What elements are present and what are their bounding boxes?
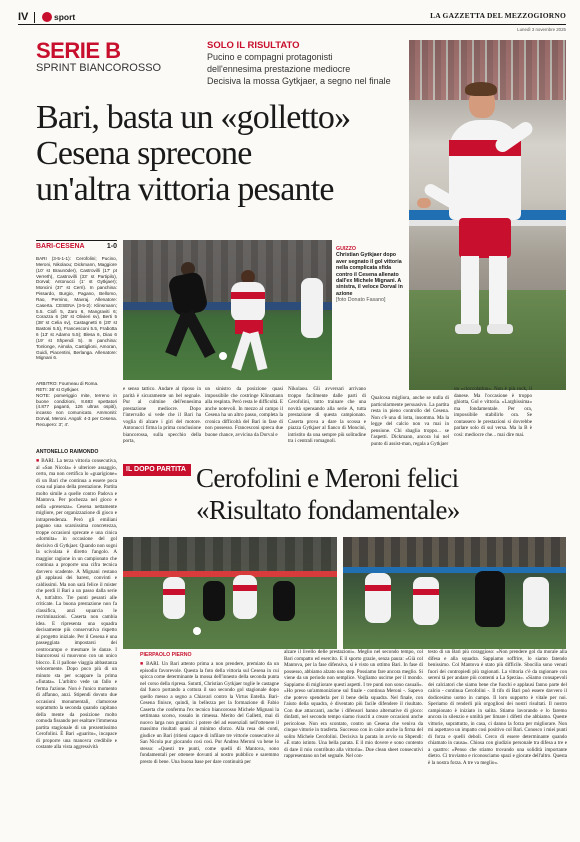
lineups-text: BARI (3-5-1-1): Cerofolini; Pucino, Meroni, Nikolaou; Dickmann, Maggiore (10' st Braunöder), Castrovilli (17' pt Verreth), Castrovilli (33' st Partipilo), Dorval; Antonucci (1' st Gytkjaer); Moncini (37' st Cerri). In panchina: Pissardo, Burgio, Pagano, Bellomo, Rao, Pernino, Mavraj. Allenatore: Caserta. CESENA (3-5-2): Klinsmann; 5.5. Ciofi 5, Zaro 6, Mangraviti 6; Corazza 6 (36' st Olivieri sv), Berti 5 (38' st Celia sv), Castagnetti 6 (20' st Bastoni 5.5), Francesconi 5.5, Frabotta 6 (13' st Adamo 5.5); Blesa 6, Diao 6 (19' st Shpendi 5). In panchina: Tonlonge, Aimola, Castiglioni, Amoran, Guidi, Piacentini, Berlanga. Allenatore: Mignani 6. bbox=[36, 256, 117, 361]
kicker bbox=[207, 40, 407, 87]
kicker-title: SOLO IL RISULTATO bbox=[207, 40, 300, 51]
gytkjaer-celebration-photo bbox=[409, 40, 566, 390]
newspaper-name: LA GAZZETTA DEL MEZZOGIORNO bbox=[430, 11, 566, 20]
sport-logo-icon bbox=[42, 12, 52, 22]
page-number: IV bbox=[18, 11, 29, 23]
article1-col2: e senso tattico. Andare al riposo in parità è sicuramente un bel segnale. Pur al culmine dell'ennesima prestazione mediocre. Dopo l'intervallo si vede che il Bari ha voglia di alzare i giri del motore. Antonucci firma la prima conclusione biancorossa, sulla specchio della porta, bbox=[123, 386, 201, 444]
photo-caption bbox=[336, 246, 406, 304]
section2-title-line: «Risultato fondamentale» bbox=[196, 495, 460, 525]
dorval-action-photo bbox=[123, 240, 332, 380]
article2-col2: alzare il livello delle prestazioni». Meglio nel secondo tempo, col Bari compatto ed esercito. E il sporto grazie, senza paura: «Già col Mantova, per la fase difensiva, si è visto un ottimo Bari. In fase di possesso, abbiamo alzato uno step. Possiamo fare ancora meglio. Si viene da un periodo non semplice. Vogliamo uscirne per il mondo. Sappiamo di migliorare questi aspetti. I tre punti non sono casuali». «Ho preso un'ammonizione sul finale - continua Meroni -. Sapevo che potevo spenderla per il bene della squadra. Nel finale, con l'aiuto della squadra, è diventato più facile difendere il risultato. Con due attaccanti, anche i difensori hanno alternative di gioco: dinfatti, nel secondo tempo siamo riusciti a creare occasioni anche pericolose. Non era scontato, contro un Cesena che veniva da cinque vittorie in trasferta. Successo con in calce anche la firma del solito Michele Cerofolini. Decisiva la parata in avvio su Shpendi: «È stato istinto. Una bella parata. E il mio dovere e sono contento di dare il mio contributo alla vittoria». Due clean sheet consecutivi rappresentano un bel segnale. Nel con- bbox=[284, 649, 423, 759]
bullet-icon: ■ bbox=[140, 661, 147, 667]
referee-text: ARBITRO: Fourneau di Roma. bbox=[36, 381, 99, 386]
article1-col1 bbox=[36, 458, 117, 838]
section2-title bbox=[196, 462, 566, 526]
article1-col4: Nikolaou. Gli avversari arrivano troppo facilmente dalle parti di Cerofolini, tutto trainare che una novità spensando alla serie A, tutta prestazione di questa campionato. Caserta prova a dare la scossa e piazza Gytkjaer al fianco di Moncini, intristito da una sempre più solitudine tra i centrali romagnoli. bbox=[288, 386, 366, 444]
scoreboard-box bbox=[36, 240, 117, 442]
headline-line: Cesena sprecone bbox=[36, 135, 252, 172]
section2-title-line: Cerofolini e Meroni felici bbox=[196, 463, 459, 493]
issue-date-visible: Lunedì 3 novembre 2025 bbox=[517, 27, 566, 32]
headline-line: Bari, basta un «golletto» bbox=[36, 99, 351, 136]
byline-1: ANTONELLO RAIMONDO bbox=[36, 449, 99, 455]
kicker-line: Decisiva la mossa Gytkjaer, a segno nel finale bbox=[207, 76, 391, 86]
match-action-photo-right bbox=[343, 537, 566, 649]
kicker-line: dell'ennesima prestazione mediocre bbox=[207, 64, 351, 74]
section-sub: SPRINT BIANCOROSSO bbox=[36, 62, 162, 74]
caption-text: Christian Gytkjaer dopo aver segnato il gol vittoria nella complicata sfida contro il Cesena allenato dall'ex Michele Mignani. A sinistra, il veloce Dorval in azione bbox=[336, 252, 403, 297]
notes-text: NOTE: pomeriggio mite, terreno in buone condizioni, 8.683 spettatori (4.877 paganti, 126 ultras ospiti), incasso non comunicato. Ammoniti: Dorval, Meroni. Angoli: 4-3 per Cesena. Recupero: 3'; 4'. bbox=[36, 392, 117, 427]
caption-credit: [foto Donato Fasano] bbox=[336, 297, 386, 304]
goals-text: RETI: 36' st Gytkjaer. bbox=[36, 386, 80, 392]
kicker-line: Pucino e compagni protagonisti bbox=[207, 52, 333, 62]
section-league: SERIE B bbox=[36, 38, 121, 63]
article1-text: BARI. La terza vittoria consecutiva, al «San Nicola» è ulteriore assaggio, certo, ma non certifica lo «guarigione» di un Bari che continua a essere poca cosa sul piano della prestazione. Partita molto simile a quelle contro Padova e Mantova. Per pochezza nel gioco e nella «presenza». Cesena nettamente migliore, per organizzazione di gioco e intraprendenza. Però gli emiliani pagano una scarsissima concretezza, troppe occasioni sprecate e una cinica «dormita» in occasione del gol decisivo di Gytkjaer. Quando non sogni la scivolata è diretto l'angolo. A maggior ragione in un campionato che continua a proporre una cifra tecnica davvero scadente. A Mignani restano gli applausi dei barest, convinti e caldissimi. Ma non sarà felice il mister che perdi il Bari a un passo dalla serie A, tutt'altro. Tre punti pesanti alle criticate. La buona prestazione non fa classifica, anzi squarcia le recriminazioni. Caserta non cambia idea. E ripresenta una squadra decisamente più conservativa rispetto al progetto iniziale. Per il Cesena è una passeggiata impostarsi dei centrocampo e mesmare le danze. I biancorossi si muovono con un unico blocco. E il pallone viaggia abbastanza velocemente. Dopo poco più di un minuto sta per scappare la prima «fiutata». L'arbitro vede un fallo e ferma l'azione. Non è l'unico momento di affanno, anzi. Stipendi dovuto due occasioni monumentali, clamorose soprattutto la seconda quando capitano della mente da posizione molto comoda fissando per esaltare l'immensa partita stagionale di un prezentissimo Cerofolini. È Bari «guarito», incapace di proporre una manovra credibile e costante alla vista aggressività bbox=[36, 458, 117, 750]
final-score: 1-0 bbox=[106, 243, 117, 250]
header-bar bbox=[18, 11, 566, 25]
byline-2: PIERPAOLO PIERNO bbox=[140, 652, 192, 658]
article2-col1 bbox=[140, 661, 279, 838]
article1-col5: Qualcosa migliora, anche se nulla di particolarmente persuasivo. La partita resta in pieno controllo del Cesena. Non c'è una di lotta, insomma. Ma la legge del calcio non va mai in pensione. Chi sbaglia troppo... se l'aspetti. Dickmann, ancora lui nel punto di assist-man, regala a Gytkjaer bbox=[371, 395, 449, 447]
article1-col6: un «cioccolatino». Non è più rock, il danese. Ma l'occasione è troppo ghiotta, Gol e vittoria. «Larghissima» ma fondamentale. Per ora, impossibile stabilirlo ora. Se contassero le prestazioni si dovrebbe parlare solo di sul versa. Ma la B è così: mediocre che... mai dire mai. bbox=[454, 386, 532, 438]
separator-bar bbox=[34, 12, 35, 23]
brand-label: sport bbox=[54, 12, 76, 22]
scoreboard-title: BARI-CESENA bbox=[36, 243, 85, 250]
match-action-photo-left bbox=[123, 537, 337, 649]
article2-text: BARI. Un Bari attento prima a non prendere, premiato da un episodio favorevole. Questa la foto della vittoria sul Cesena in cui spicca come determinante la mossa dell'innesto della seconda punta nel corso della ripresa. Sututti, Christian Gytkjaer toglie le castagne dal fuoco portando a cottura il suo secondo gol stagionale dopo quello messo a segno a Chiavari contro la Virtus Entella. Bari-Cesena finisce, quindi, in bellezza per la formazione di Fabio Caserta che conferma l'ex tecnico biancorosso Michele Mignani la settimana scorso, rossalo in rimessa. Merito del Galletti, mai di nuovo larga non guarnira: i potere del ad essenziali nell'ottenere il massimo risultati quasi al minimo sforzo. Alla resa dei conti, giudice un Bari (ritieni capace di infilare tre vittorie consecutive al San Nicola pur giocando così così. Pur Andrea Meroni va bene lo stesso: «Questi tre punti, come quelli di Mantova, sono fondamentali per ottenere dovunti al nostro pubblico e saremmo presto di bene. Una buona base per dare continuità per bbox=[140, 661, 279, 765]
headline bbox=[36, 100, 406, 208]
section2-label: IL DOPO PARTITA bbox=[123, 464, 191, 476]
headline-line: un'altra vittoria pesante bbox=[36, 171, 334, 208]
article1-col3: un sinistro da posizione quasi impossibile che costringe Klinsmann alla respinta. Però resta le difficoltà. E anche notevoli. In mezzo al campo il Cesena ha un altro passo, completa la cronica difficoltà del Bari in fase di non possesso. Francesconi spreca due buone chance, avvicina da Dorval e bbox=[205, 386, 283, 438]
caption-head: GUIZZO bbox=[336, 246, 357, 252]
article2-col3: testo di un Bari più coraggioso: «Non prendere gol da morale alla difesa e alla squadra. Sappiamo soffrire, lo siamo fatendo benissimo. Col Mantova è stato più difficile. Sbocilia sono venuti fuori dei contropiedi più ragionati. La vittoria c'è da ragionare con sereni tà per andare più contenti a La Spezia». «Siamo consapevoli dei calciatori che siamo bene che fuochi e applausi fanno parte del calcio - continua Cerofolini -. Il tifo di Bari può essere davvero il dodicesimo uomo in campo. Il loro supporto è vitale per noi. Speriamo di renderli più orgogliosi dei nostri risultati. Il nostro campionato è iniziato in salita. Stiamo lavorando e lo faremo ancora in silenzio e umiltà per limare i difetti che abbiamo. Queste vittorie, soprattutto, in casa, ci danno la forza per migliorare. Non mi aspettavo un impatto così positivo col Bari. Conosco i miei punti di forza e quelli deboli. Cerco di essere determinante quando chiamato in causa». Chiosa con giudizio personale tra difesa a tre e a quattro: «Penso che stiamo trovando una solidità importante dietro. Ci troviamo e riconosciamo spazi e giocate dell'altro. Questa è la nostra forza. A tre va meglio». bbox=[428, 649, 567, 766]
bullet-icon: ■ bbox=[36, 458, 42, 464]
